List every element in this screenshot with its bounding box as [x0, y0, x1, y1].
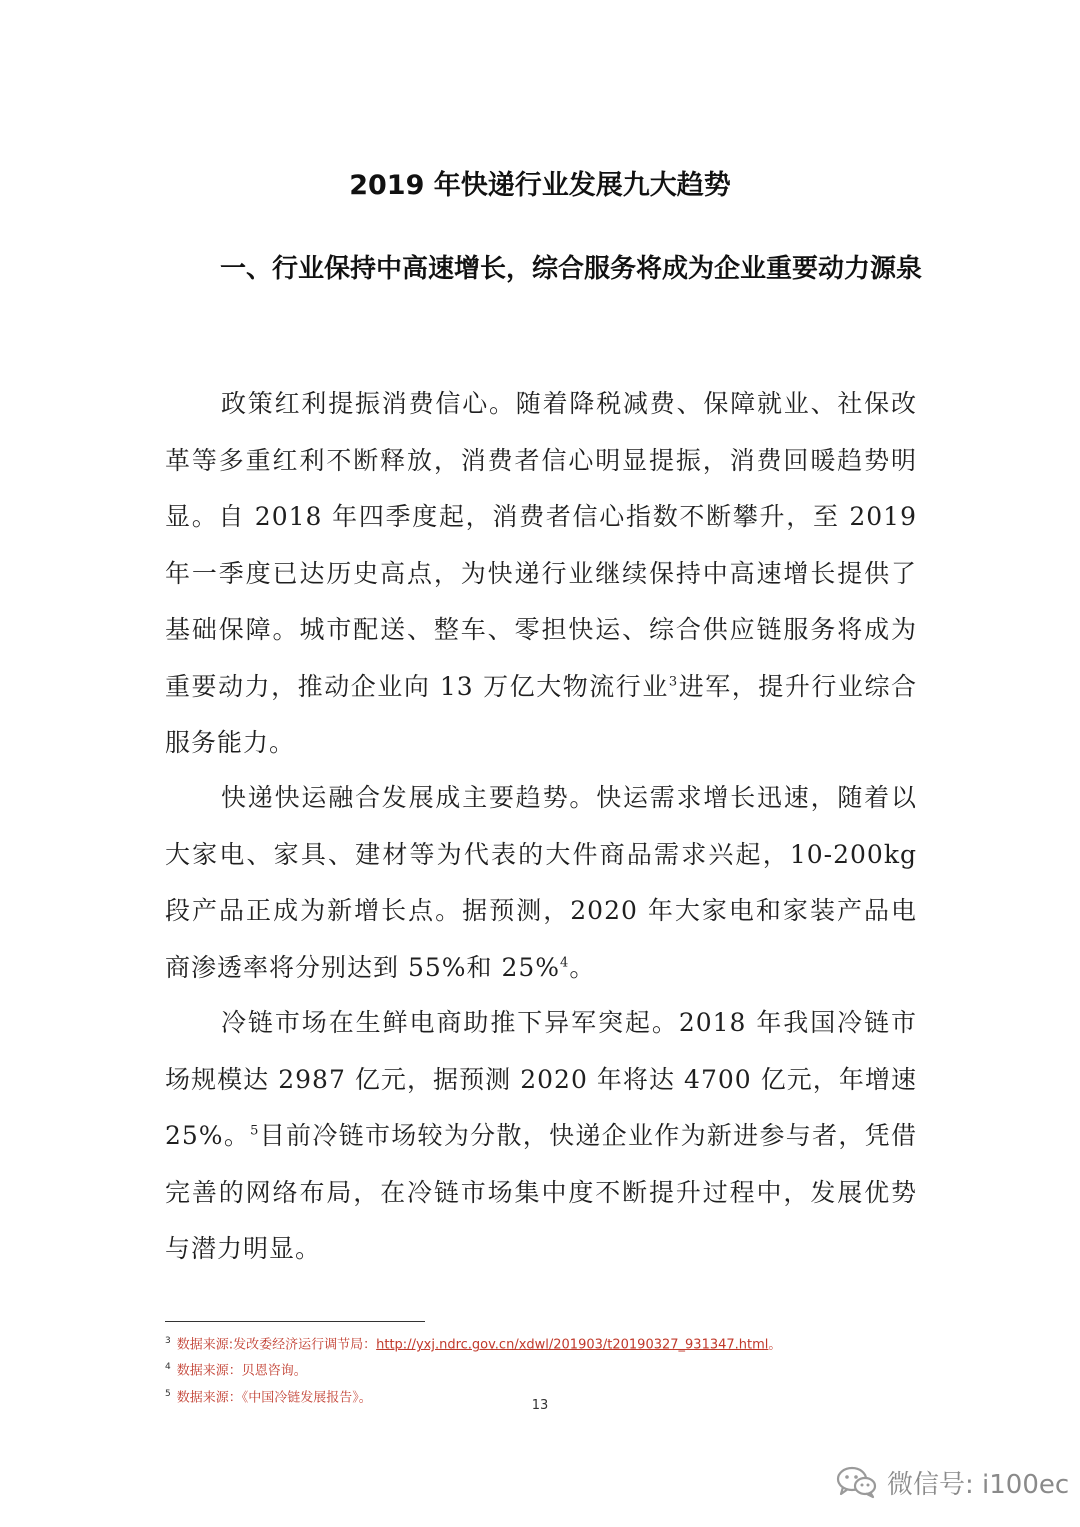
paragraph-text: 快递快运融合发展成主要趋势。快运需求增长迅速，随着以大家电、家具、建材等为代表的大件商品需求兴起，10-200kg 段产品正成为新增长点。据预测，2020 年大家电和家装产品电商渗透率将分别达到 55%和 25% [165, 783, 917, 982]
footnote-link[interactable]: http://yxj.ndrc.gov.cn/xdwl/201903/t20190327_931347.html [376, 1337, 769, 1353]
footnote-divider [165, 1321, 425, 1322]
footnote-suffix: 。 [768, 1337, 782, 1353]
paragraph-text: 冷链市场在生鲜电商助推下异军突起。2018 年我国冷链市场规模达 2987 亿元，据预测 2020 年将达 4700 亿元，年增速 25%。 [165, 1008, 917, 1150]
paragraph-text: 目前冷链市场较为分散，快递企业作为新进参与者，凭借完善的网络布局，在冷链市场集中度不断提升过程中，发展优势与潜力明显。 [165, 1121, 917, 1263]
footnote-number: 5 [165, 1388, 171, 1399]
footnote-number: 3 [165, 1336, 171, 1346]
paragraph-express-freight [165, 770, 917, 996]
footnote-number: 4 [165, 1362, 171, 1373]
footnote-text: 数据来源：《中国冷链发展报告》。 [176, 1389, 372, 1405]
paragraph-policy [165, 376, 917, 772]
paragraph-text: 。 [569, 952, 596, 982]
paragraph-text: 政策红利提振消费信心。随着降税减费、保障就业、社保改革等多重红利不断释放，消费者信心明显提振，消费回暖趋势明显。自 2018 年四季度起，消费者信心指数不断攀升，至 2019 年一季度已达历史高点，为快递行业继续保持中高速增长提供了基础保障。城市配送、整车、零担快运、综合供应链服务将成为重要动力，推动企业向 13 万亿大物流行业 [165, 389, 917, 701]
wechat-icon [835, 1464, 879, 1500]
footnote-ref: 3 [668, 674, 679, 690]
footnote-ref: 5 [250, 1123, 260, 1139]
paragraph-cold-chain [165, 995, 917, 1278]
footnote-text: 数据来源:发改委经济运行调节局： [176, 1337, 377, 1353]
watermark-text: 微信号: i100ec [887, 1469, 1070, 1500]
document-title: 2019 年快递行业发展九大趋势 [349, 170, 731, 201]
section-heading [165, 240, 925, 298]
footnote-3 [165, 1330, 925, 1356]
page-number: 13 [531, 1398, 549, 1413]
footnote-4 [165, 1356, 925, 1382]
section-heading-text: 一、行业保持中高速增长，综合服务将成为企业重要动力源泉 [220, 254, 923, 284]
footnote-text: 数据来源：贝恩咨询。 [176, 1363, 307, 1379]
paragraph-text: 进军，提升行业综合服务能力。 [165, 671, 917, 757]
wechat-watermark [835, 1460, 1069, 1504]
footnote-ref: 4 [560, 955, 570, 971]
